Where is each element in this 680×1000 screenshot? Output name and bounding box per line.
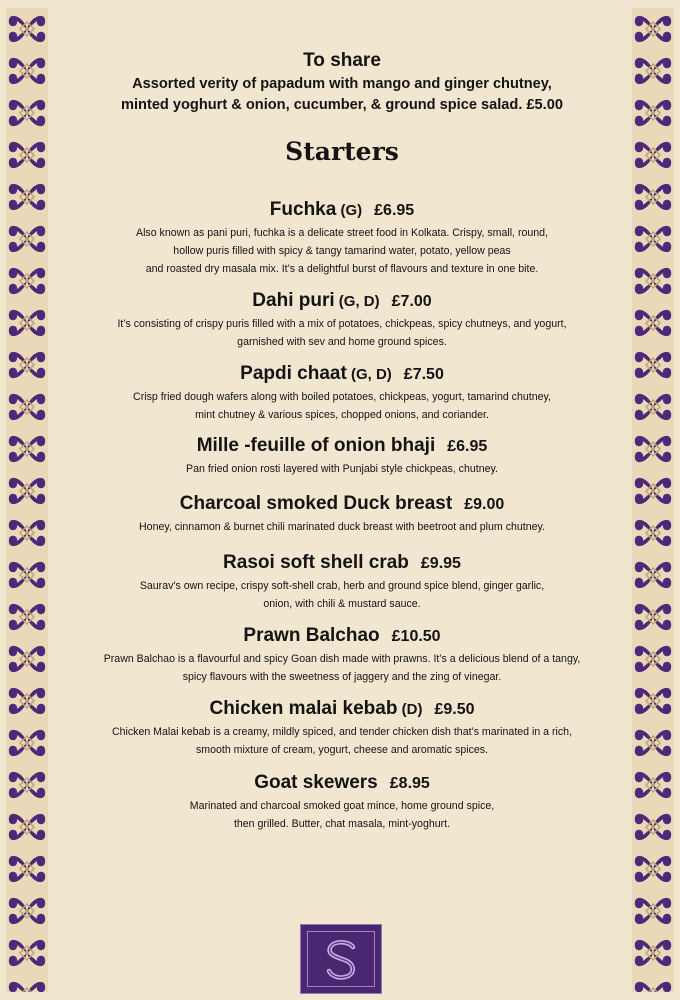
menu-item [60,492,624,536]
ornament-pattern [632,8,674,992]
item-name: Charcoal smoked Duck breast [179,493,453,514]
menu-item-heading [60,697,624,722]
item-name: Mille -feuille of onion bhaji [196,435,436,456]
item-price: £9.50 [434,701,475,718]
item-desc-line: Chicken Malai kebab is a creamy, mildly spiced, and tender chicken dish that’s marinated in a rich, [111,726,573,738]
menu-item [60,697,624,759]
item-price: £8.95 [389,775,430,792]
share-desc-line: minted yoghurt & onion, cucumber, & ground spice salad. £5.00 [121,97,563,113]
menu-item-heading [60,551,624,576]
item-allergen: (D) [397,701,423,718]
decorative-border-right [632,8,674,992]
menu-item [60,289,624,351]
section-title-starters: Starters [285,137,399,166]
menu-item-description [60,460,624,478]
item-allergen: (G, D) [346,366,392,383]
menu-item [60,362,624,424]
menu-item-heading [60,362,624,387]
menu-item-heading [60,198,624,223]
item-desc-line: Also known as pani puri, fuchka is a delicate street food in Kolkata. Crispy, small, round, [136,227,548,239]
ornament-pattern [6,8,48,992]
menu-item-heading [60,434,624,459]
item-price: £10.50 [391,628,441,645]
item-allergen: (G, D) [334,293,380,310]
s-monogram-icon [300,924,382,994]
item-desc-line: smooth mixture of cream, yogurt, cheese and aromatic spices. [195,744,489,756]
item-name: Fuchka [269,199,337,220]
share-desc-line: Assorted verity of papadum with mango and ginger chutney, [132,76,552,92]
menu-item-description [60,224,624,278]
item-name: Goat skewers [254,772,378,793]
menu-item [60,198,624,278]
item-allergen: (G) [336,202,363,219]
item-desc-line: hollow puris filled with spicy & tangy tamarind water, potato, yellow peas [173,245,511,257]
menu-item-description [60,315,624,351]
item-name: Papdi chaat [240,363,347,384]
logo-letter-graphic [301,925,383,995]
item-desc-line: spicy flavours with the sweetness of jaggery and the zing of vinegar. [182,671,502,683]
menu-item-heading [60,771,624,796]
item-desc-line: and roasted dry masala mix. It’s a delightful burst of flavours and texture in one bite. [145,263,539,275]
item-desc-line: Crisp fried dough wafers along with boiled potatoes, chickpeas, yogurt, tamarind chutney, [133,391,551,403]
item-name: Prawn Balchao [243,625,380,646]
item-price: £9.00 [464,496,505,513]
menu-item-description [60,518,624,536]
item-desc-line: then grilled. Butter, chat masala, mint-yoghurt. [233,818,451,830]
item-desc-line: Saurav’s own recipe, crispy soft-shell crab, herb and ground spice blend, ginger garlic, [139,580,545,592]
item-desc-line: garnished with sev and home ground spices. [237,336,447,348]
item-desc-line: Pan fried onion rosti layered with Punjabi style chickpeas, chutney. [186,463,498,475]
menu-item-description [60,577,624,613]
item-desc-line: mint chutney & various spices, chopped onions, and coriander. [195,409,489,421]
share-description [60,74,624,116]
menu-item-description [60,723,624,759]
item-name: Rasoi soft shell crab [223,552,409,573]
menu-item-description [60,650,624,686]
item-desc-line: It’s consisting of crispy puris filled with a mix of potatoes, chickpeas, spicy chutneys, and yogurt, [117,318,567,330]
menu-item-heading [60,624,624,649]
menu-item-description [60,797,624,833]
item-price: £6.95 [447,438,488,455]
menu-item [60,771,624,833]
menu-item [60,551,624,613]
menu-item [60,624,624,686]
item-name: Dahi puri [252,290,335,311]
item-price: £9.95 [420,555,461,572]
share-title: To share [303,50,381,71]
item-desc-line: Prawn Balchao is a flavourful and spicy Goan dish made with prawns. It’s a delicious blend of a tangy, [103,653,581,665]
item-price: £6.95 [374,202,415,219]
item-name: Chicken malai kebab [209,698,398,719]
item-desc-line: Marinated and charcoal smoked goat mince, home ground spice, [189,800,495,812]
item-price: £7.50 [403,366,444,383]
item-price: £7.00 [391,293,432,310]
decorative-border-left [6,8,48,992]
menu-item-heading [60,289,624,314]
item-desc-line: onion, with chili & mustard sauce. [263,598,421,610]
menu-item [60,434,624,478]
menu-item-heading [60,492,624,517]
menu-item-description [60,388,624,424]
item-desc-line: Honey, cinnamon & burnet chili marinated duck breast with beetroot and plum chutney. [139,521,545,533]
